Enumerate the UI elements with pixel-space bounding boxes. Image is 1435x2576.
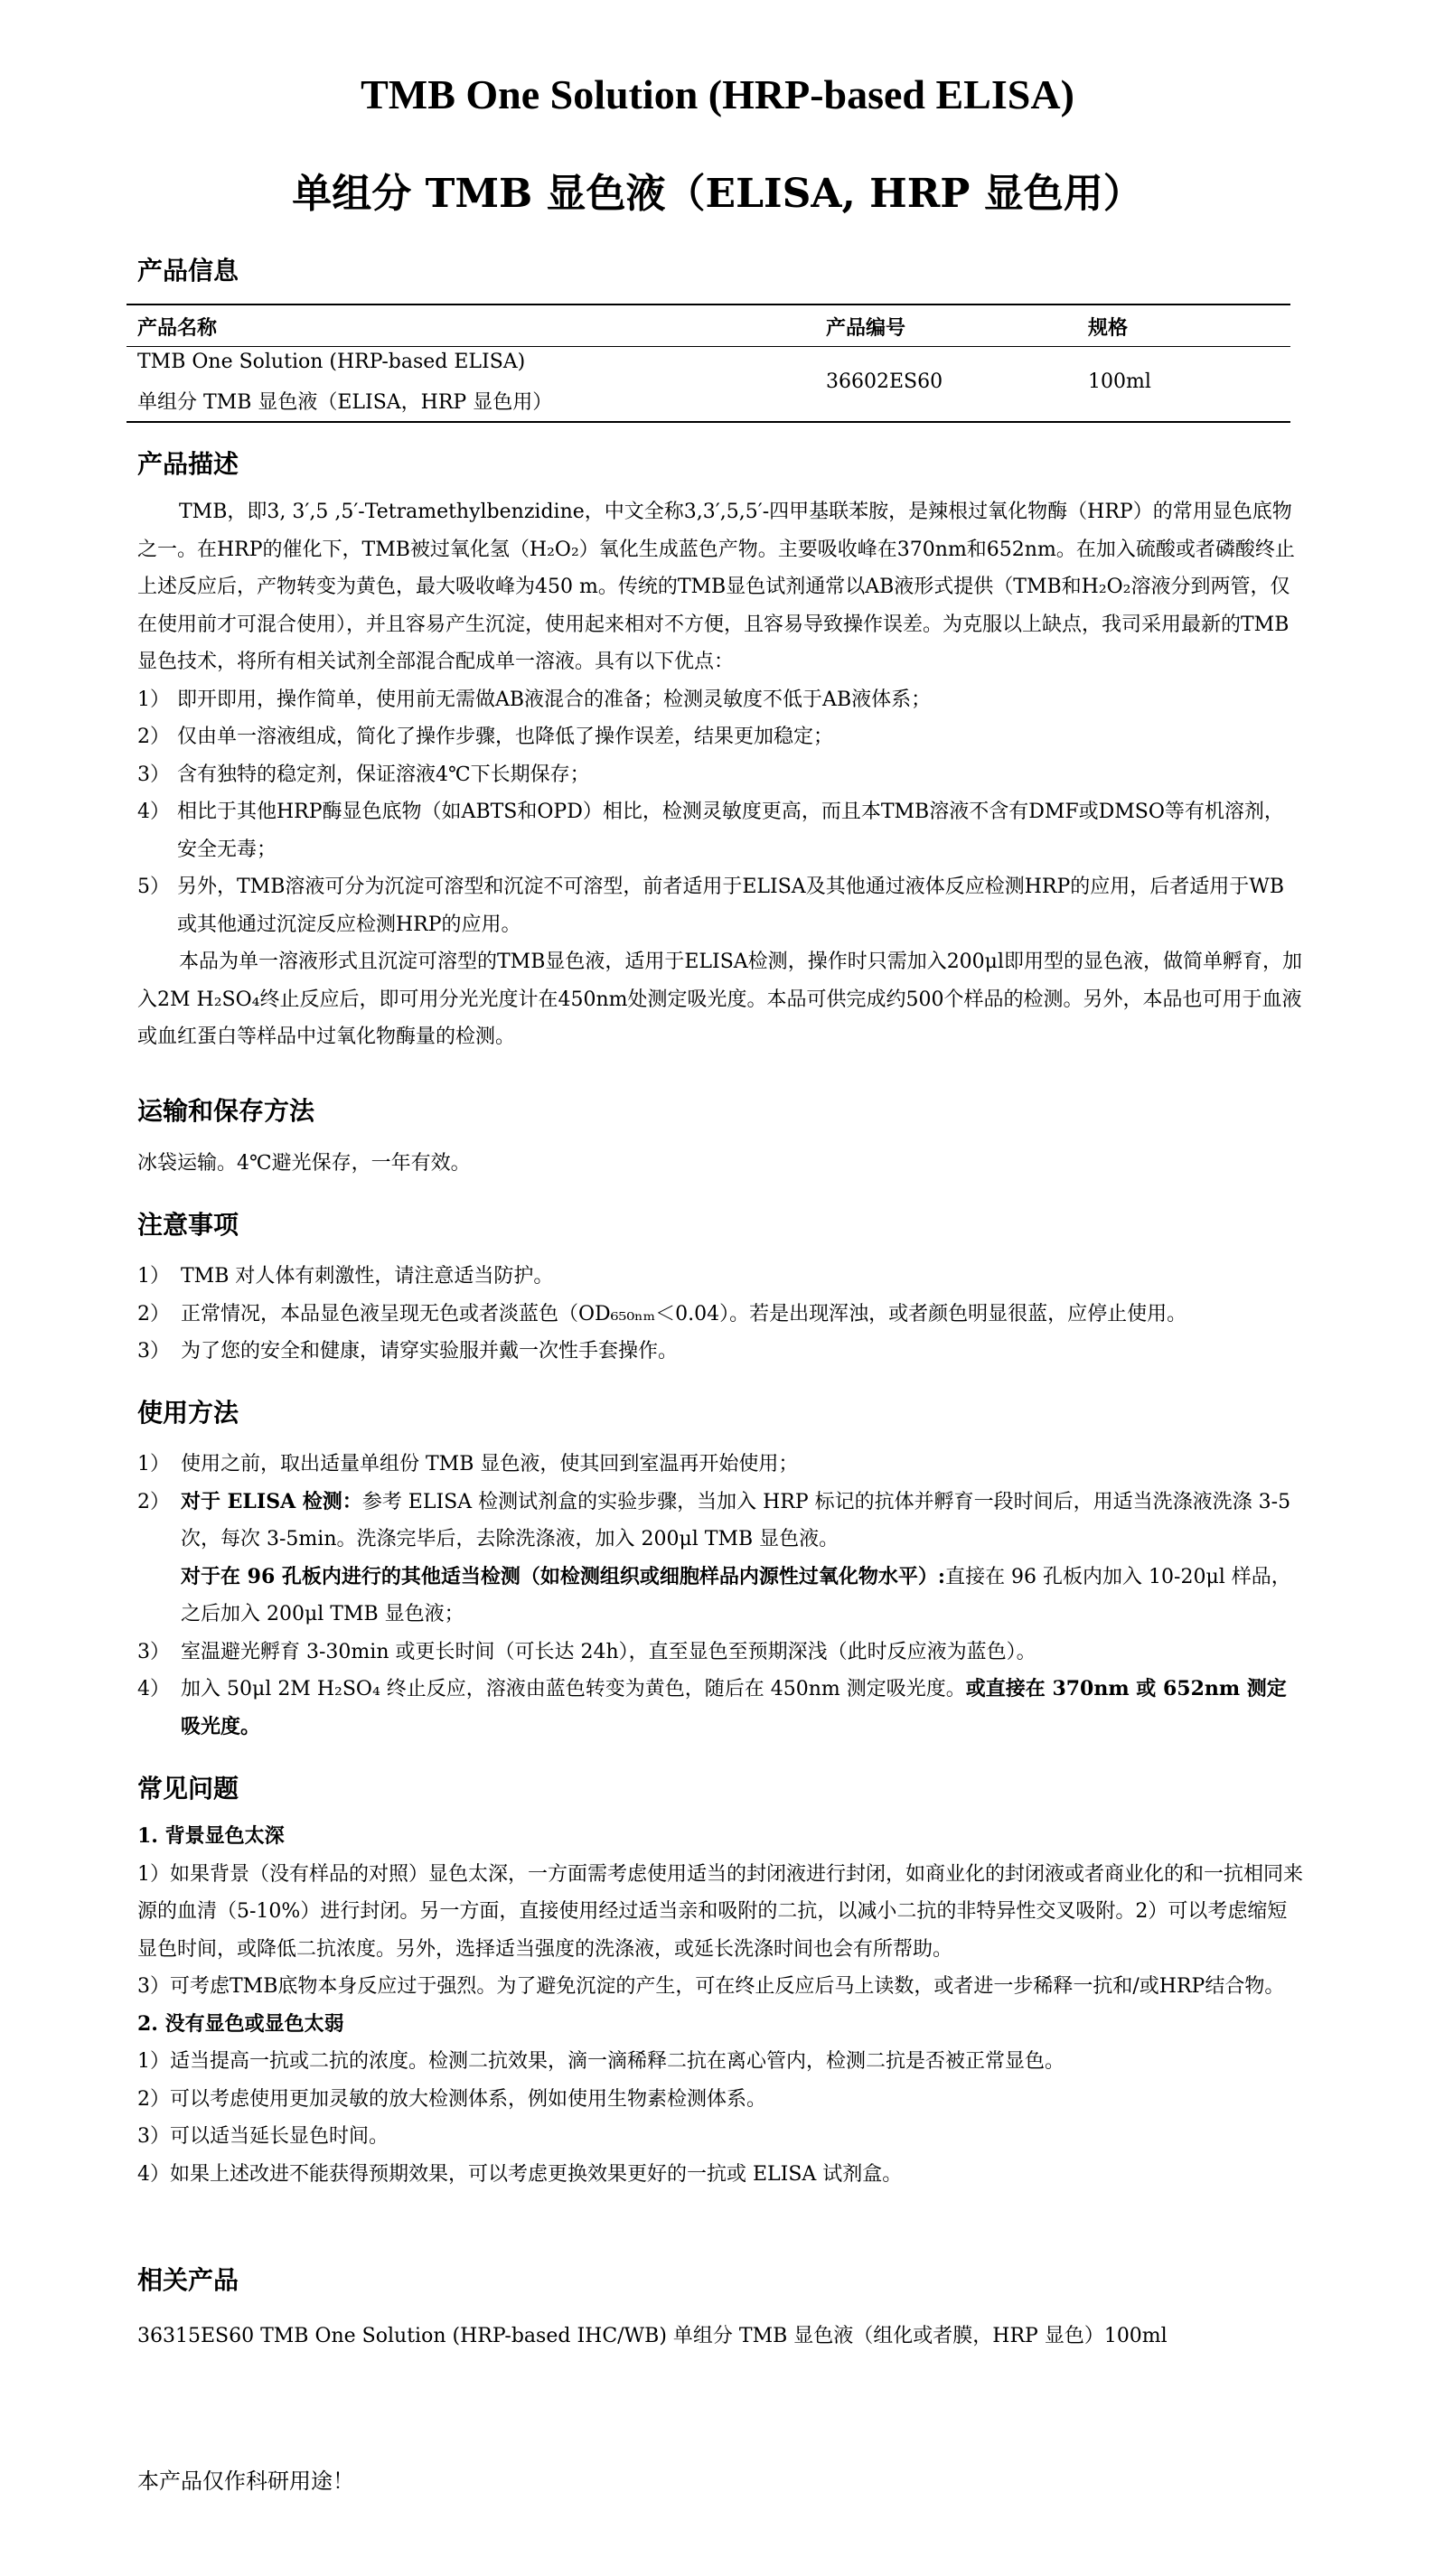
notes-list xyxy=(137,1258,1303,1371)
step-bold-text: 或直接在 370nm 或 652nm 测定吸光度。 xyxy=(181,1677,1287,1738)
item-number: 2） xyxy=(137,1490,170,1513)
usage-list xyxy=(137,1446,1303,1746)
item-number: 4） xyxy=(137,801,170,823)
faq-answer-1a: 1）如果背景（没有样品的对照）显色太深，一方面需考虑使用适当的封闭液进行封闭，如商业化的封闭液或者商业化的和一抗相同来源的血清（5-10%）进行封闭。另一方面，直接使用经过适当亲和吸附的二抗，以减小二抗的非特异性交叉吸附。2）可以考虑缩短显色时间，或降低二抗浓度。另外，选择适当强度的洗涤液，或延长洗涤时间也会有所帮助。 xyxy=(137,1862,1304,1961)
table-cell-name-cn: 单组分 TMB 显色液（ELISA，HRP 显色用） xyxy=(137,391,553,414)
usage-step xyxy=(137,1446,1303,1484)
title-chinese: 单组分 TMB 显色液（ELISA, HRP 显色用） xyxy=(292,171,1143,217)
note-item xyxy=(137,1258,1303,1296)
item-text: 直接在 96 孔板内加入 10-20μl 样品，之后加入 200μl TMB 显色液； xyxy=(181,1565,1291,1625)
item-text: 另外，TMB溶液可分为沉淀可溶型和沉淀不可溶型，前者适用于ELISA及其他通过液体反应检测HRP的应用，后者适用于WB或其他通过沉淀反应检测HRP的应用。 xyxy=(177,876,1285,936)
item-number: 5） xyxy=(137,876,170,898)
table-cell-spec: 100ml xyxy=(1088,370,1151,393)
section-product-info: 产品信息 xyxy=(137,256,239,286)
storage-text: 冰袋运输。4℃避光保存，一年有效。 xyxy=(137,1152,471,1175)
item-text: 仅由单一溶液组成，简化了操作步骤，也降低了操作误差，结果更加稳定； xyxy=(177,726,834,748)
table-cell-name-en: TMB One Solution (HRP-based ELISA) xyxy=(137,351,526,373)
usage-step-continued xyxy=(137,1559,1303,1634)
usage-step xyxy=(137,1634,1303,1672)
section-related: 相关产品 xyxy=(137,2265,239,2295)
section-usage: 使用方法 xyxy=(137,1398,239,1428)
table-header-rule xyxy=(127,346,1290,347)
item-text: 含有独特的稳定剂，保证溶液4℃下长期保存； xyxy=(177,763,590,786)
section-faq: 常见问题 xyxy=(137,1774,239,1803)
advantage-item xyxy=(137,681,1303,719)
title-english: TMB One Solution (HRP-based ELISA) xyxy=(361,71,1074,117)
faq-answer-2-item: 3）可以适当延长显色时间。 xyxy=(137,2125,389,2148)
item-text: 使用之前，取出适量单组份 TMB 显色液，使其回到室温再开始使用； xyxy=(181,1453,799,1475)
faq-block xyxy=(137,1818,1303,2193)
note-item xyxy=(137,1296,1303,1334)
item-text: 即开即用，操作简单，使用前无需做AB液混合的准备；检测灵敏度不低于AB液体系； xyxy=(177,688,932,711)
table-cell-code: 36602ES60 xyxy=(826,370,943,393)
table-header-name: 产品名称 xyxy=(137,316,218,340)
item-number: 2） xyxy=(137,726,170,748)
faq-answer-2-item: 4）如果上述改进不能获得预期效果，可以考虑更换效果更好的一抗或 ELISA 试剂盒。 xyxy=(137,2162,903,2186)
step-bold-label: 对于 ELISA 检测： xyxy=(181,1489,362,1513)
item-number: 1） xyxy=(137,1453,170,1475)
item-number: 1） xyxy=(137,688,170,711)
note-item xyxy=(137,1333,1303,1371)
advantage-item xyxy=(137,756,1303,794)
table-header-code: 产品编号 xyxy=(826,316,906,340)
step-bold-label: 对于在 96 孔板内进行的其他适当检测（如检测组织或细胞样品内源性过氧化物水平）: xyxy=(181,1564,946,1588)
advantage-item xyxy=(137,868,1303,943)
description-intro: TMB，即3, 3′,5 ,5′-Tetramethylbenzidine，中文全称3,3′,5,5′-四甲基联苯胺，是辣根过氧化物酶（HRP）的常用显色底物之一。在HRP的催化下，TMB被过氧化氢（H₂O₂）氧化生成蓝色产物。主要吸收峰在370nm和652nm。在加入硫酸或者磷酸终止上述反应后，产物转变为黄色，最大吸收峰为450 m。传统的TMB显色试剂通常以AB液形式提供（TMB和H₂O₂溶液分到两管，仅在使用前才可混合使用），并且容易产生沉淀，使用起来相对不方便，且容易导致操作误差。为克服以上缺点，我司采用最新的TMB显色技术，将所有相关试剂全部混合配成单一溶液。具有以下优点： xyxy=(137,501,1295,673)
item-text: 相比于其他HRP酶显色底物（如ABTS和OPD）相比，检测灵敏度更高，而且本TMB溶液不含有DMF或DMSO等有机溶剂，安全无毒； xyxy=(177,801,1284,861)
related-product: 36315ES60 TMB One Solution (HRP-based IHC/WB) 单组分 TMB 显色液（组化或者膜，HRP 显色）100ml xyxy=(137,2325,1168,2347)
item-text: 室温避光孵育 3-30min 或更长时间（可长达 24h），直至显色至预期深浅（此时反应液为蓝色）。 xyxy=(181,1640,1036,1663)
item-text: TMB 对人体有刺激性，请注意适当防护。 xyxy=(181,1265,554,1288)
usage-step xyxy=(137,1671,1303,1746)
item-number: 3） xyxy=(137,1340,170,1363)
item-number: 3） xyxy=(137,763,170,786)
item-text: 正常情况，本品显色液呈现无色或者淡蓝色（OD₆₅₀ₙₘ＜0.04）。若是出现浑浊，或者颜色明显很蓝，应停止使用。 xyxy=(181,1302,1187,1325)
item-number: 3） xyxy=(137,1640,170,1663)
description-outro: 本品为单一溶液形式且沉淀可溶型的TMB显色液，适用于ELISA检测，操作时只需加入200μl即用型的显色液，做简单孵育，加入2M H₂SO₄终止反应后，即可用分光光度计在450nm处测定吸光度。本品可供完成约500个样品的检测。另外，本品也可用于血液或血红蛋白等样品中过氧化物酶量的检测。 xyxy=(137,951,1303,1048)
faq-question-1: 1. 背景显色太深 xyxy=(137,1824,285,1848)
table-top-rule xyxy=(127,304,1290,305)
table-bottom-rule xyxy=(127,421,1290,423)
faq-answer-2-item: 2）可以考虑使用更加灵敏的放大检测体系，例如使用生物素检测体系。 xyxy=(137,2087,766,2111)
item-number: 1） xyxy=(137,1265,170,1288)
advantage-item xyxy=(137,718,1303,756)
item-text: 加入 50μl 2M H₂SO₄ 终止反应，溶液由蓝色转变为黄色，随后在 450nm 测定吸光度。 xyxy=(181,1678,966,1700)
usage-step xyxy=(137,1484,1303,1559)
section-description: 产品描述 xyxy=(137,449,239,479)
item-number: 2） xyxy=(137,1302,170,1325)
faq-answer-2-item: 1）适当提高一抗或二抗的浓度。检测二抗效果，滴一滴稀释二抗在离心管内，检测二抗是否被正常显色。 xyxy=(137,2050,1065,2073)
item-text: 为了您的安全和健康，请穿实验服并戴一次性手套操作。 xyxy=(181,1340,679,1363)
item-number: 4） xyxy=(137,1678,170,1700)
section-storage: 运输和保存方法 xyxy=(137,1096,315,1126)
faq-question-2: 2. 没有显色或显色太弱 xyxy=(137,2011,344,2036)
section-notes: 注意事项 xyxy=(137,1210,239,1240)
advantage-item xyxy=(137,793,1303,868)
table-header-spec: 规格 xyxy=(1088,316,1129,340)
description-block xyxy=(137,493,1303,1056)
item-text: 参考 ELISA 检测试剂盒的实验步骤，当加入 HRP 标记的抗体并孵育一段时间后，用适当洗涤液洗涤 3-5 次，每次 3-5min。洗涤完毕后，去除洗涤液，加入 200μl TMB 显色液。 xyxy=(181,1490,1291,1550)
footer-note: 本产品仅作科研用途！ xyxy=(137,2468,354,2494)
faq-answer-1b: 3）可考虑TMB底物本身反应过于强烈。为了避免沉淀的产生，可在终止反应后马上读数，或者进一步稀释一抗和/或HRP结合物。 xyxy=(137,1975,1285,1998)
